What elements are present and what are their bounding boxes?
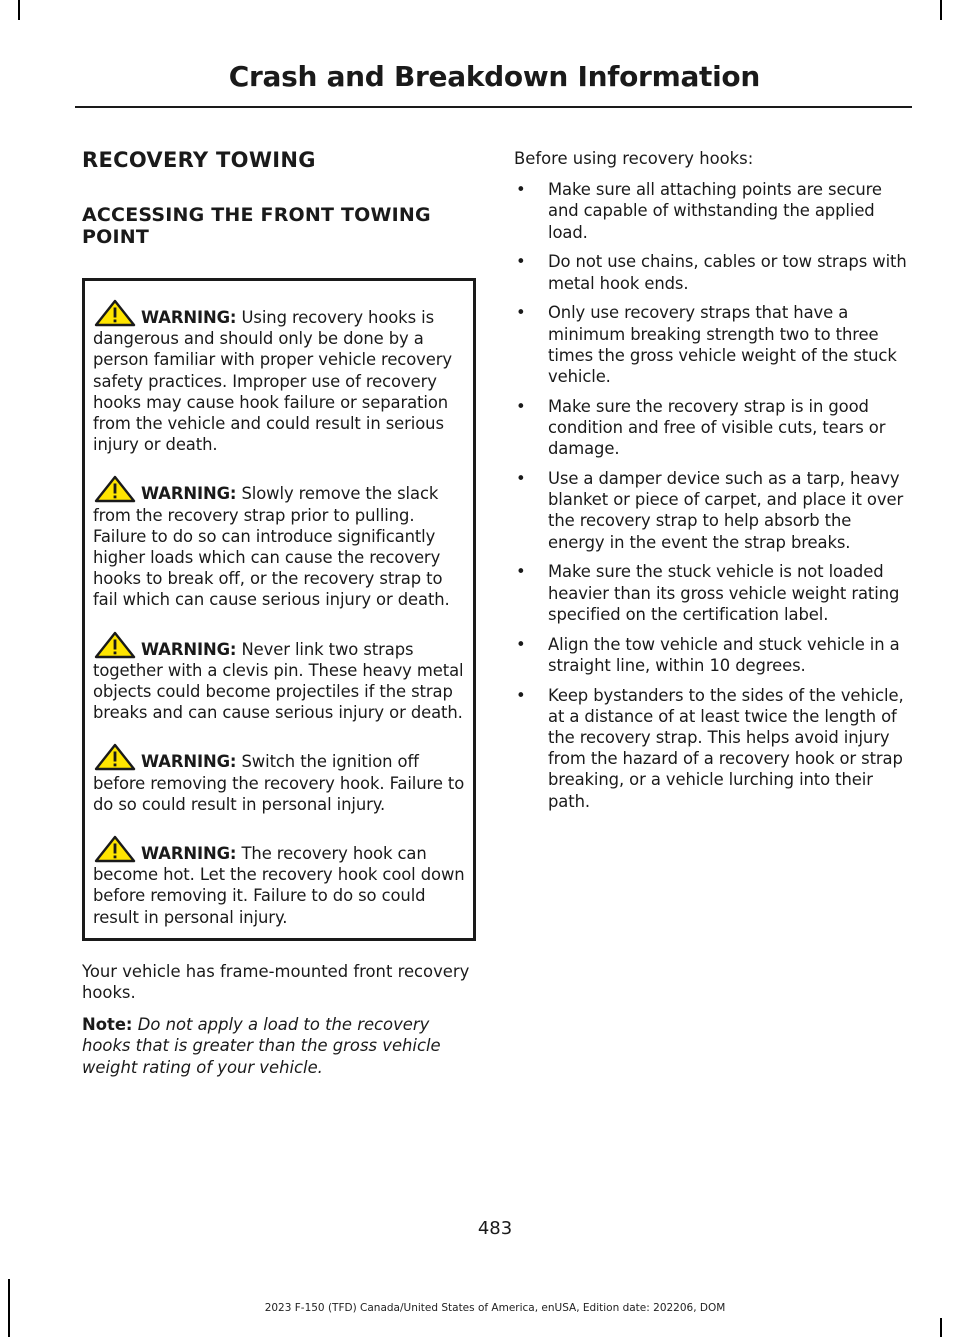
list-item (514, 685, 910, 812)
bullet-glyph: • (516, 303, 526, 323)
warning-triangle-icon (93, 835, 137, 863)
warning-item (93, 835, 467, 928)
bullet-glyph: • (516, 469, 526, 489)
list-item-text: Make sure the recovery strap is in good condition and free of visible cuts, tears or damage. (548, 396, 886, 459)
list-item-text: Make sure all attaching points are secure and capable of withstanding the applied load. (548, 180, 882, 242)
warning-triangle-icon (93, 299, 137, 327)
warning-label: WARNING: (141, 752, 237, 772)
warnings-box (82, 278, 476, 941)
list-item (514, 251, 910, 293)
bullets-intro: Before using recovery hooks: (514, 149, 754, 168)
warning-triangle-icon (93, 743, 137, 771)
list-item (514, 396, 910, 460)
list-item-text: Make sure the stuck vehicle is not loaded heavier than its gross vehicle weight rating specified on the certification label. (548, 562, 900, 624)
left-column (82, 146, 474, 1078)
list-item-text: Align the tow vehicle and stuck vehicle in a straight line, within 10 degrees. (548, 634, 900, 675)
bullet-list (514, 179, 910, 812)
note-text: Do not apply a load to the recovery hooks that is greater than the gross vehicle weight rating of your vehicle. (82, 1015, 441, 1077)
warning-item (93, 475, 467, 610)
page-number: 483 (477, 1218, 513, 1239)
list-item-text: Use a damper device such as a tarp, heavy blanket or piece of carpet, and place it over the recovery strap to help absorb the energy in the event the strap breaks. (548, 469, 904, 552)
crop-mark-bottom-right (940, 1318, 942, 1337)
warning-item (93, 743, 467, 815)
list-item-text: Only use recovery straps that have a minimum breaking strength two to three times the gross vehicle weight of the stuck vehicle. (548, 303, 897, 387)
page-footer: 2023 F-150 (TFD) Canada/United States of America, enUSA, Edition date: 202206, DOM (264, 1302, 726, 1314)
bullet-glyph: • (516, 396, 526, 416)
bullet-glyph: • (516, 562, 526, 582)
warning-text: Never link two straps together with a clevis pin. These heavy metal objects could become projectiles if the strap breaks and can cause serious injury or death. (93, 639, 464, 723)
warning-label: WARNING: (141, 308, 237, 327)
list-item (514, 561, 910, 625)
page-header-title: Crash and Breakdown Information (228, 60, 760, 93)
list-item (514, 634, 910, 676)
warning-label: WARNING: (141, 484, 237, 504)
bullet-glyph: • (516, 180, 526, 200)
list-item (514, 179, 910, 243)
warning-item (93, 631, 467, 724)
warning-label: WARNING: (141, 844, 237, 864)
crop-mark-top-right (940, 0, 942, 20)
warning-triangle-icon (93, 631, 137, 659)
list-item-text: Do not use chains, cables or tow straps with metal hook ends. (548, 252, 907, 293)
header-divider (75, 106, 912, 108)
warning-text: Using recovery hooks is dangerous and should only be done by a person familiar with proper vehicle recovery safety practices. Improper use of recovery hooks may cause hook failure or separation from the vehicle and could result in serious injury or death. (93, 308, 452, 455)
list-item (514, 468, 910, 553)
list-item (514, 302, 910, 387)
right-column (514, 146, 910, 820)
bullet-glyph: • (516, 252, 526, 272)
warning-item (93, 299, 467, 455)
bullet-glyph: • (516, 634, 526, 654)
warning-triangle-icon (93, 475, 137, 503)
section-subheading: ACCESSING THE FRONT TOWING POINT (82, 204, 431, 248)
bullet-glyph: • (516, 685, 526, 705)
note-label: Note: (82, 1015, 133, 1035)
crop-mark-top-left (18, 0, 20, 20)
body-paragraph: Your vehicle has frame-mounted front recovery hooks. (82, 961, 470, 1003)
section-heading: RECOVERY TOWING (82, 148, 316, 172)
list-item-text: Keep bystanders to the sides of the vehicle, at a distance of at least twice the length of the recovery strap. This helps avoid injury from the hazard of a recovery hook or strap breaking, or a vehicle lurching into their path. (548, 685, 904, 811)
warning-text: Switch the ignition off before removing the recovery hook. Failure to do so could result in personal injury. (93, 752, 465, 814)
warning-text: The recovery hook can become hot. Let the recovery hook cool down before removing it. Failure to do so could result in personal injury. (93, 844, 465, 927)
warning-label: WARNING: (141, 639, 237, 659)
warning-text: Slowly remove the slack from the recovery strap prior to pulling. Failure to do so can introduce significantly higher loads which can cause the recovery hooks to break off, or the recovery strap to fail which can cause serious injury or death. (93, 484, 450, 610)
note (82, 1014, 474, 1078)
